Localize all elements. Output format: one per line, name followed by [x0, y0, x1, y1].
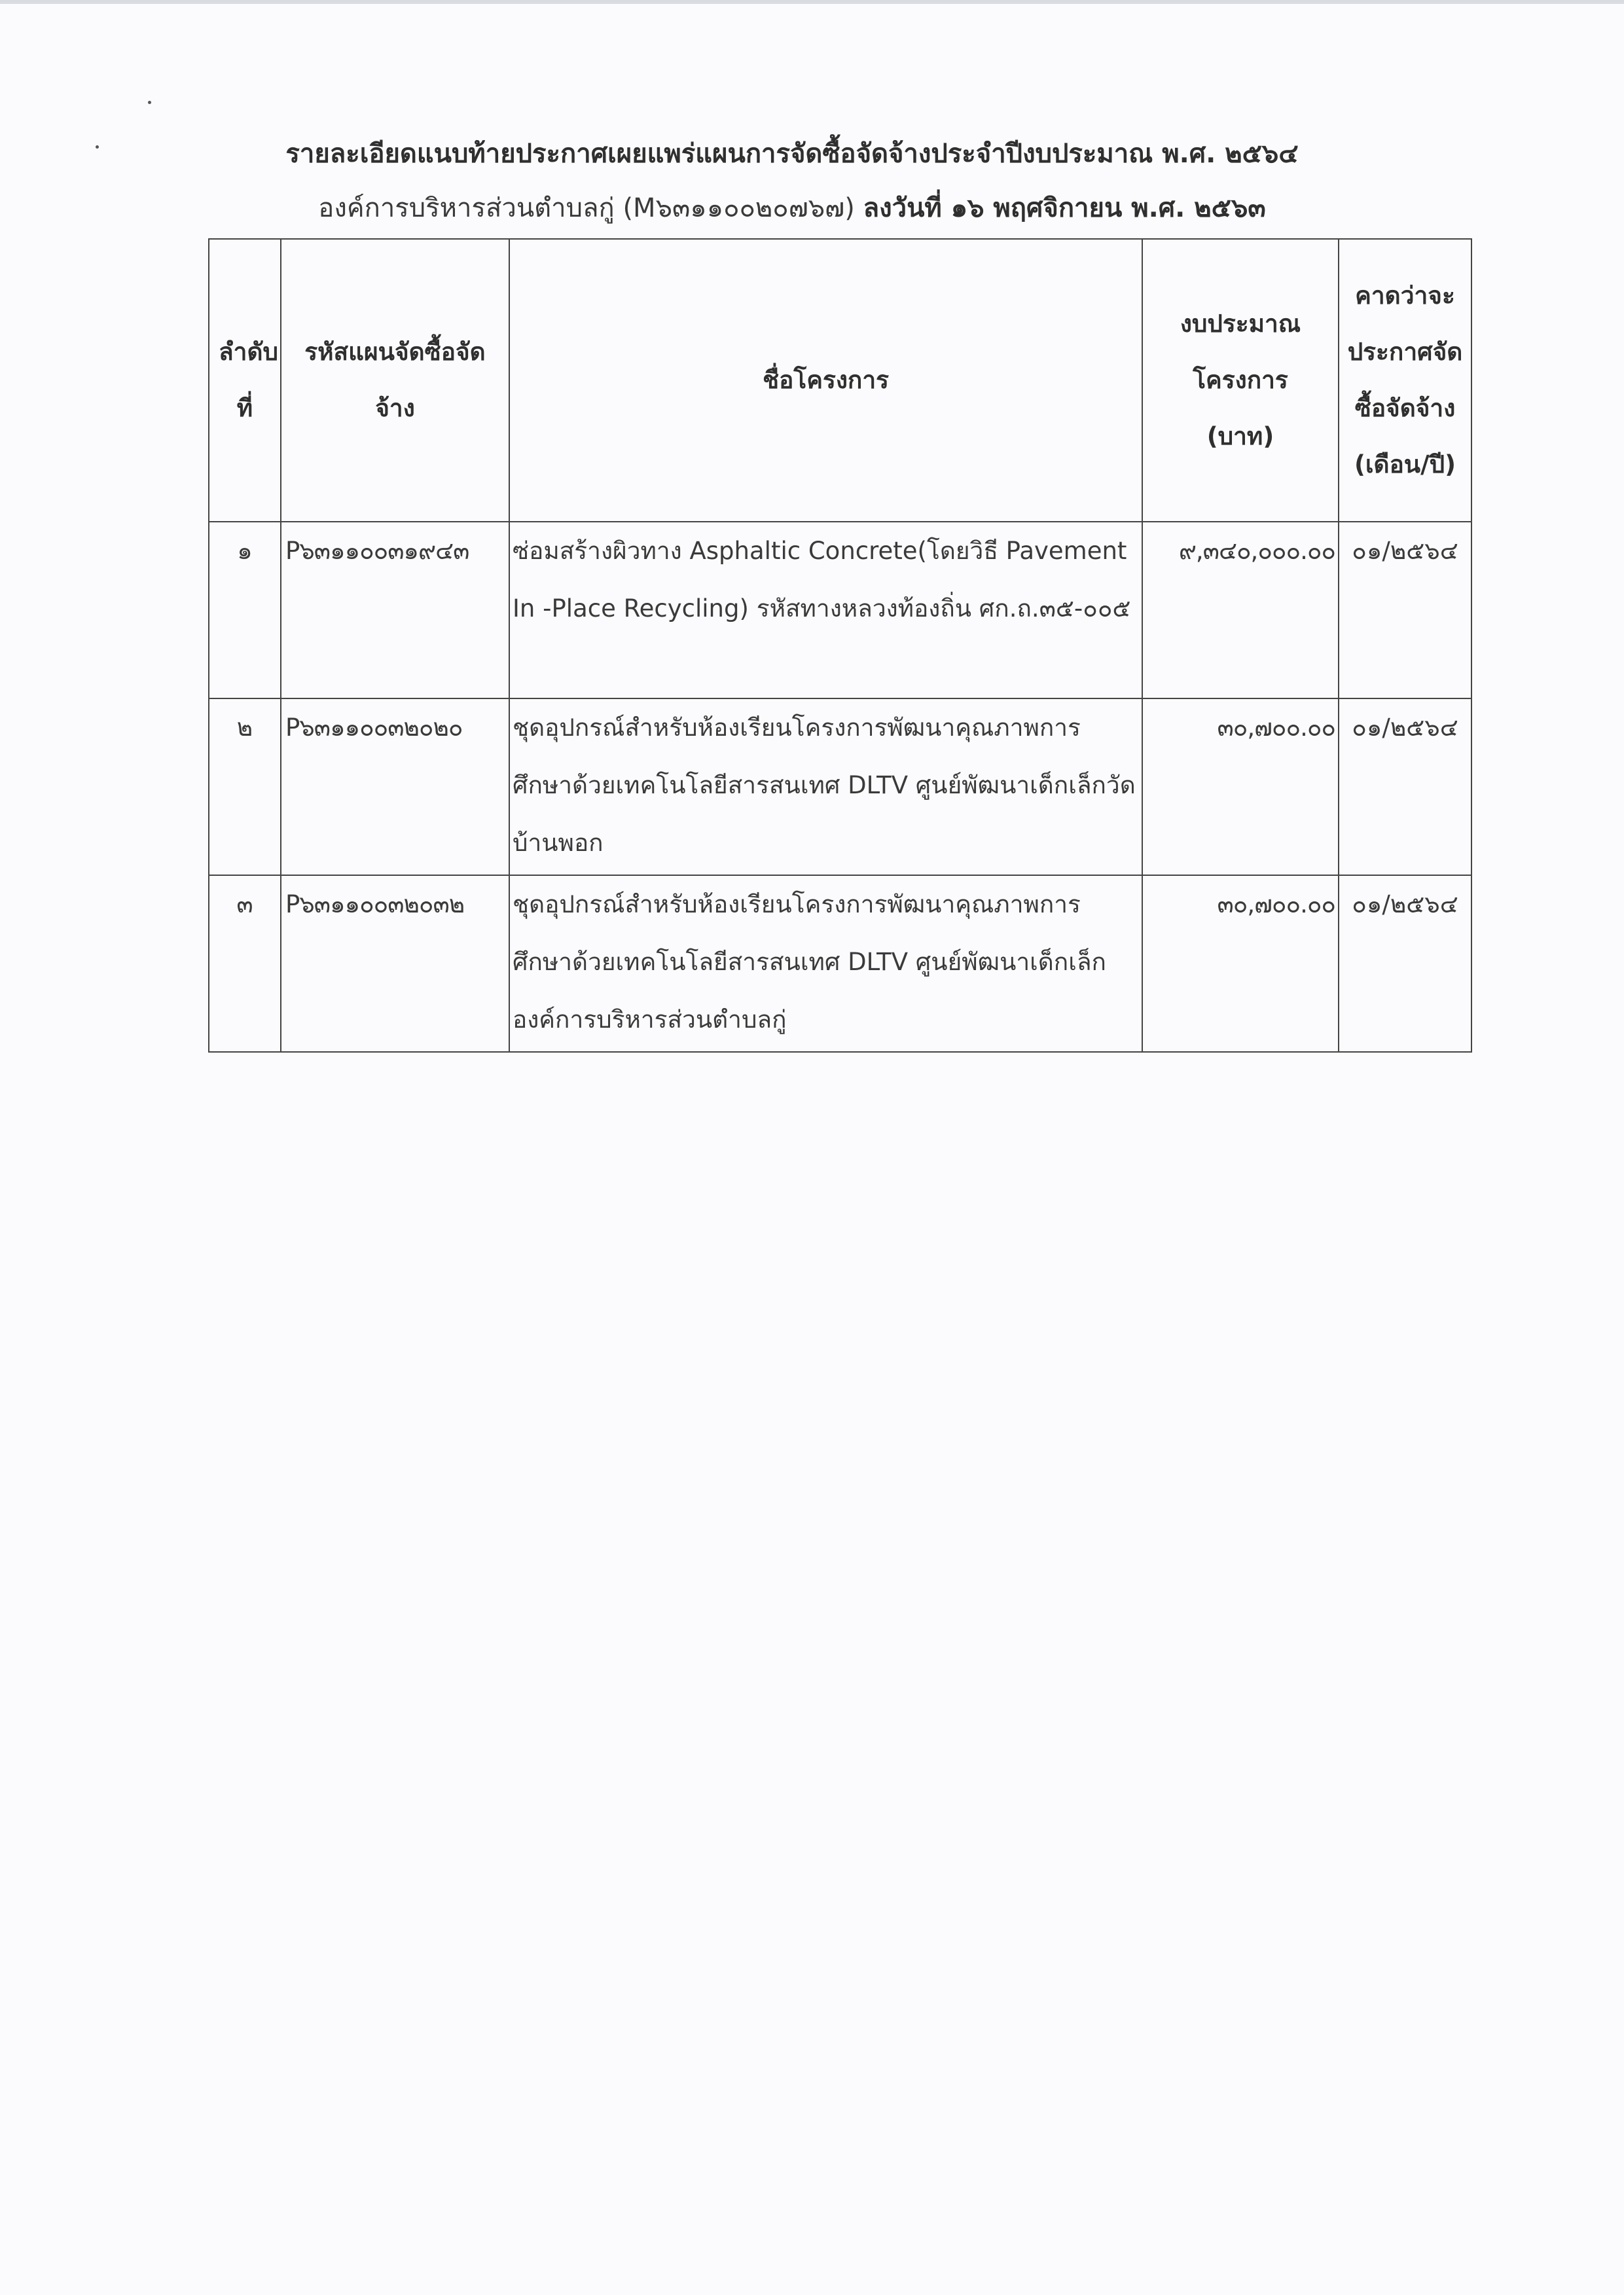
header-project-name: ชื่อโครงการ: [509, 239, 1142, 522]
scan-speck: [148, 101, 151, 104]
row-project-name: ชุดอุปกรณ์สำหรับห้องเรียนโครงการพัฒนาคุณภาพการศึกษาด้วยเทคโนโลยีสารสนเทศ DLTV ศูนย์พัฒนาเด็กเล็กวัดบ้านพอก: [509, 698, 1142, 875]
table-row: [209, 698, 1471, 875]
table-row: [209, 522, 1471, 698]
header-no: ลำดับที่: [209, 239, 281, 522]
row-plan-code: P๖๓๑๑๐๐๓๒๐๒๐: [281, 698, 509, 875]
row-no: ๑: [209, 522, 281, 698]
row-plan-code: P๖๓๑๑๐๐๓๒๐๓๒: [281, 875, 509, 1052]
organization-name: องค์การบริหารส่วนตำบลกู่ (M๖๓๑๑๐๐๒๐๗๖๗): [318, 193, 855, 223]
row-announce-month: ๐๑/๒๕๖๔: [1339, 875, 1471, 1052]
row-no: ๓: [209, 875, 281, 1052]
row-budget: ๙,๓๔๐,๐๐๐.๐๐: [1142, 522, 1339, 698]
table-header-row: [209, 239, 1471, 522]
row-announce-month: ๐๑/๒๕๖๔: [1339, 698, 1471, 875]
header-code: รหัสแผนจัดซื้อจัดจ้าง: [281, 239, 509, 522]
scan-speck: [96, 145, 99, 149]
row-budget: ๓๐,๗๐๐.๐๐: [1142, 875, 1339, 1052]
row-project-name: ซ่อมสร้างผิวทาง Asphaltic Concrete(โดยวิธี Pavement In -Place Recycling) รหัสทางหลวงท้องถิ่น ศก.ถ.๓๕-๐๐๕: [509, 522, 1142, 698]
scan-edge: [0, 0, 1624, 4]
document-subtitle: [209, 189, 1375, 228]
document-date: ลงวันที่ ๑๖ พฤศจิกายน พ.ศ. ๒๕๖๓: [863, 193, 1266, 223]
table-row: [209, 875, 1471, 1052]
row-plan-code: P๖๓๑๑๐๐๓๑๙๔๓: [281, 522, 509, 698]
row-budget: ๓๐,๗๐๐.๐๐: [1142, 698, 1339, 875]
procurement-plan-table: [208, 238, 1472, 1053]
header-budget: งบประมาณโครงการ (บาท): [1142, 239, 1339, 522]
header-announce-month: คาดว่าจะประกาศจัดซื้อจัดจ้าง (เดือน/ปี): [1339, 239, 1471, 522]
row-no: ๒: [209, 698, 281, 875]
row-announce-month: ๐๑/๒๕๖๔: [1339, 522, 1471, 698]
document-title: รายละเอียดแนบท้ายประกาศเผยแพร่แผนการจัดซื้อจัดจ้างประจำปีงบประมาณ พ.ศ. ๒๕๖๔: [285, 139, 1299, 169]
row-project-name: ชุดอุปกรณ์สำหรับห้องเรียนโครงการพัฒนาคุณภาพการศึกษาด้วยเทคโนโลยีสารสนเทศ DLTV ศูนย์พัฒนาเด็กเล็กองค์การบริหารส่วนตำบลกู่: [509, 875, 1142, 1052]
